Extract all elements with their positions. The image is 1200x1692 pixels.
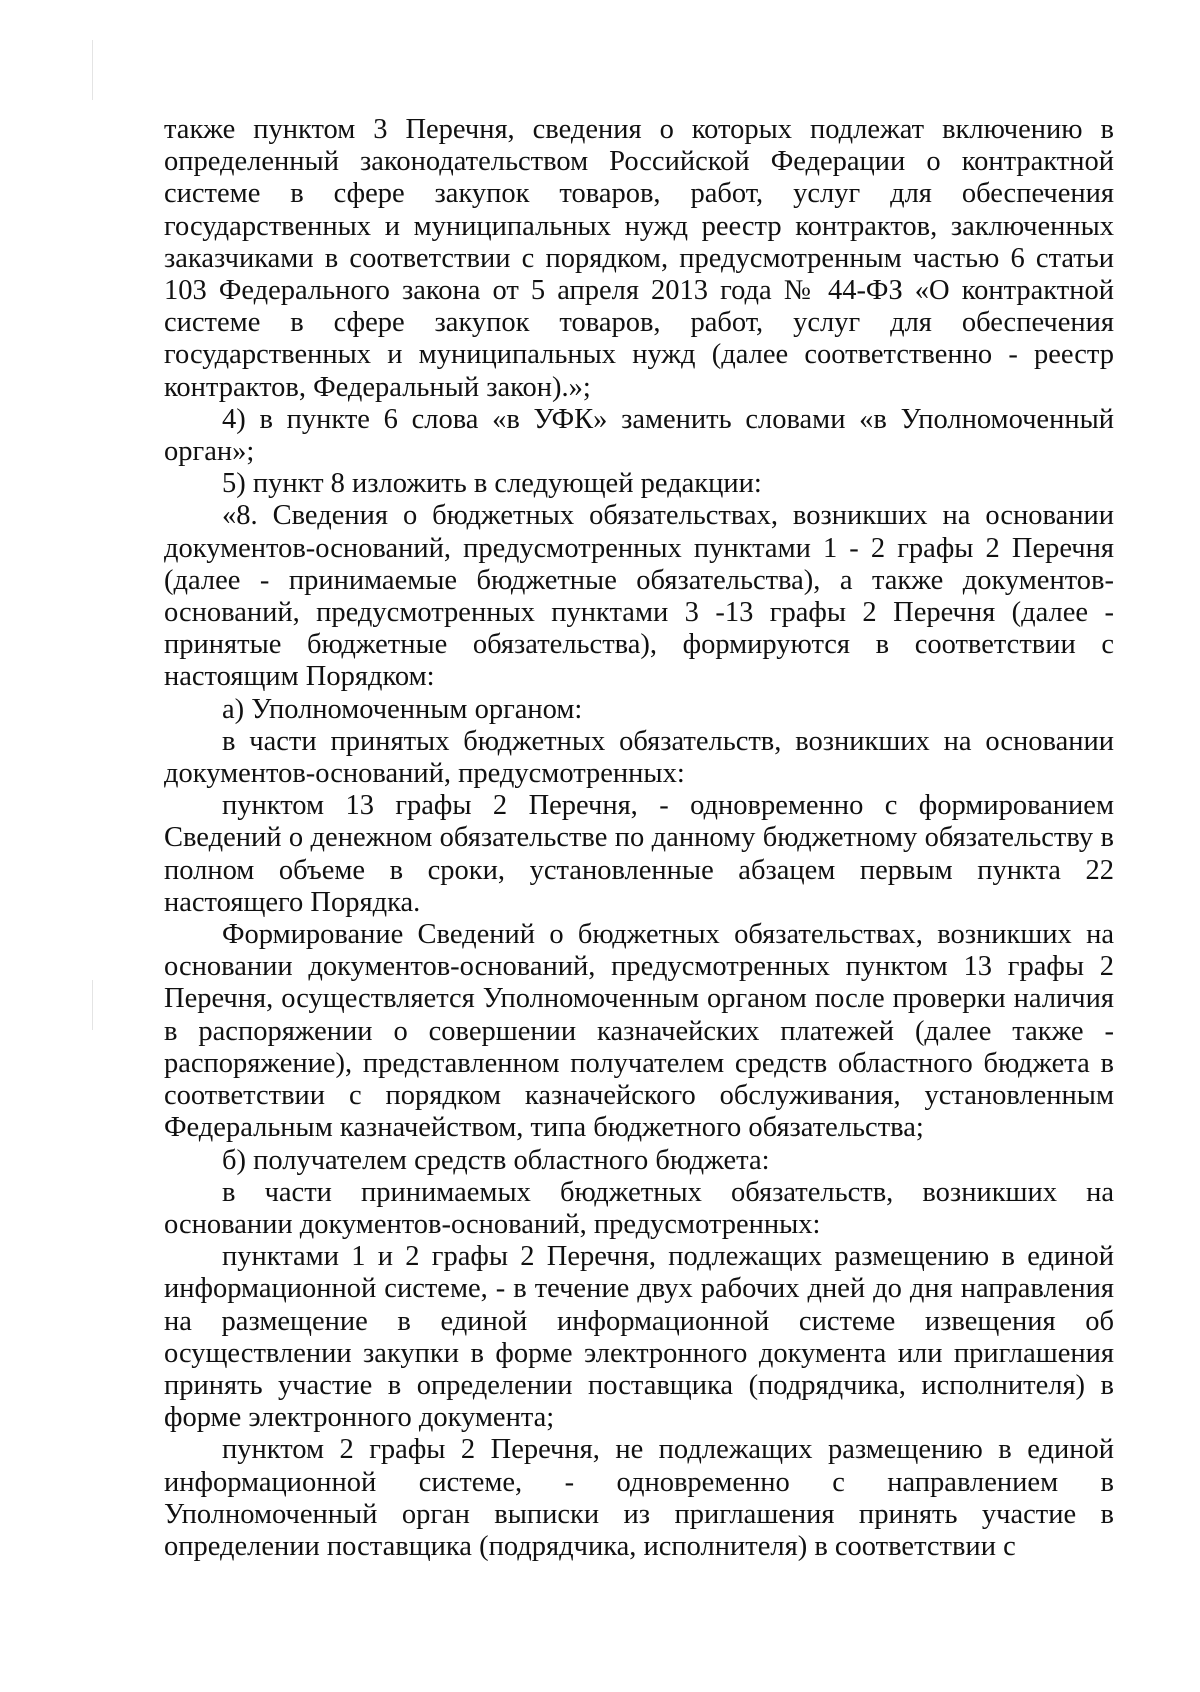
- paragraph-pending-obligations: в части принимаемых бюджетных обязательств, возникших на основании документов-оснований, предусмотренных:: [164, 1176, 1114, 1240]
- paragraph-point-2: пунктом 2 графы 2 Перечня, не подлежащих размещению в единой информационной системе, - одновременно с направлением в Уполномоченный орган выписки из приглашения принять участие в определении поставщика (подрядчика, исполнителя) в соответствии с: [164, 1434, 1114, 1562]
- paragraph-item-5: 5) пункт 8 изложить в следующей редакции:: [222, 468, 762, 500]
- paragraph-continuation: также пунктом 3 Перечня, сведения о которых подлежат включению в определенный законодательством Российской Федерации о контрактной системе в сфере закупок товаров, работ, услуг для обеспечения государственных и муниципальных нужд реестр контрактов, заключенных заказчиками в соответствии с порядком, предусмотренным частью 6 статьи 103 Федерального закона от 5 апреля 2013 года № 44-ФЗ «О контрактной системе в сфере закупок товаров, работ, услуг для обеспечения государственных и муниципальных нужд (далее соответственно - реестр контрактов, Федеральный закон).»;: [164, 114, 1114, 403]
- paragraph-accepted-obligations: в части принятых бюджетных обязательств, возникших на основании документов-оснований, предусмотренных:: [164, 725, 1114, 790]
- document-body: [164, 114, 1114, 1563]
- paragraph-item-4: 4) в пункте 6 слова «в УФК» заменить словами «в Уполномоченный орган»;: [164, 403, 1114, 468]
- paragraph-subitem-b: б) получателем средств областного бюджета:: [222, 1144, 770, 1176]
- paragraph-subitem-a: а) Уполномоченным органом:: [222, 693, 583, 725]
- paragraph-points-1-2: пунктами 1 и 2 графы 2 Перечня, подлежащих размещению в единой информационной системе, - в течение двух рабочих дней до дня направления на размещение в единой информационной системе извещения об осуществлении закупки в форме электронного документа или приглашения принять участие в определении поставщика (подрядчика, исполнителя) в форме электронного документа;: [164, 1241, 1114, 1434]
- paragraph-point-13: пунктом 13 графы 2 Перечня, - одновременно с формированием Сведений о денежном обязательстве по данному бюджетному обязательству в полном объеме в сроки, установленные абзацем первым пункта 22 настоящего Порядка.: [164, 790, 1114, 918]
- paragraph-clause-8: «8. Сведения о бюджетных обязательствах, возникших на основании документов-оснований, предусмотренных пунктами 1 - 2 графы 2 Перечня (далее - принимаемые бюджетные обязательства), а также документов-оснований, предусмотренных пунктами 3 -13 графы 2 Перечня (далее - принятые бюджетные обязательства), формируются в соответствии с настоящим Порядком:: [164, 500, 1114, 693]
- scan-edge-mark: [92, 40, 93, 100]
- paragraph-formation: Формирование Сведений о бюджетных обязательствах, возникших на основании документов-оснований, предусмотренных пунктом 13 графы 2 Перечня, осуществляется Уполномоченным органом после проверки наличия в распоряжении о совершении казначейских платежей (далее также - распоряжение), представленном получателем средств областного бюджета в соответствии с порядком казначейского обслуживания, установленным Федеральным казначейством, типа бюджетного обязательства;: [164, 919, 1114, 1144]
- scan-edge-mark: [92, 980, 93, 1030]
